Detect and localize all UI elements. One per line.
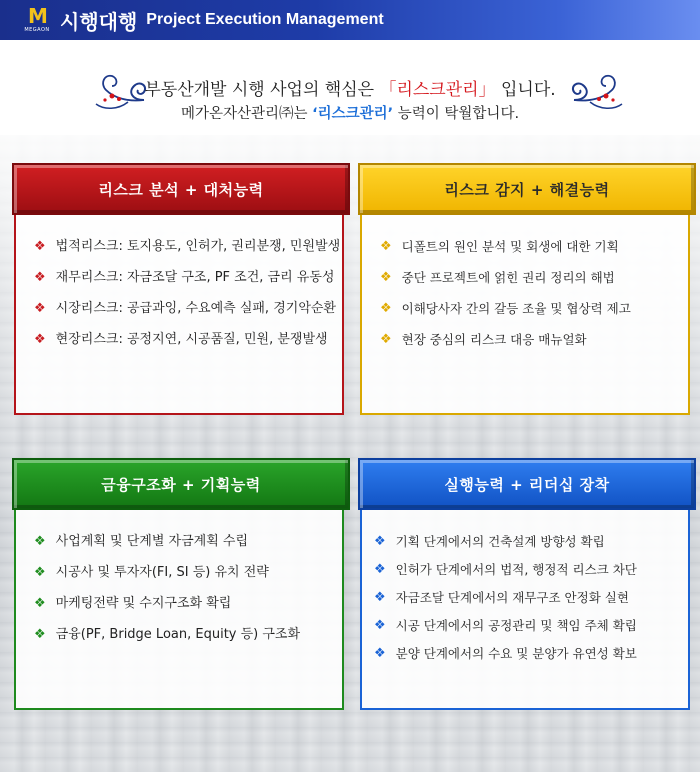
list-item-text: 시장리스크: 공급과잉, 수요예측 실패, 경기악순환 [55, 301, 336, 316]
list-item-text: 이해당사자 간의 갈등 조율 및 협상력 제고 [401, 301, 631, 316]
panel-list [34, 237, 340, 361]
intro-subline-highlight: ‘리스크관리’ [312, 106, 394, 122]
list-item [374, 616, 637, 644]
panel-risk-detection [360, 165, 690, 415]
list-item-text: 현장리스크: 공정지연, 시공품질, 민원, 분쟁발생 [55, 332, 328, 347]
intro-headline-suffix: 입니다. [495, 80, 556, 100]
panel-title: 리스크 분석 + 대처능력 [12, 163, 350, 215]
diamond-bullet-icon: ❖ [34, 565, 46, 580]
logo-subtext: MEGAON [24, 27, 50, 33]
list-item [380, 268, 631, 299]
diamond-bullet-icon: ❖ [374, 618, 386, 633]
list-item [34, 594, 300, 625]
diamond-bullet-icon: ❖ [34, 534, 46, 549]
diamond-bullet-icon: ❖ [34, 301, 46, 316]
list-item-text: 법적리스크: 토지용도, 인허가, 권리분쟁, 민원발생 [55, 239, 341, 254]
list-item-text: 중단 프로젝트에 얽힌 권리 정리의 해법 [401, 270, 615, 285]
panel-list [34, 532, 300, 656]
intro-section [0, 62, 700, 132]
diamond-bullet-icon: ❖ [34, 596, 46, 611]
list-item-text: 마케팅전략 및 수지구조화 확립 [55, 596, 232, 611]
list-item-text: 금융(PF, Bridge Loan, Equity 등) 구조화 [55, 627, 301, 642]
list-item [34, 563, 300, 594]
diamond-bullet-icon: ❖ [34, 270, 46, 285]
diamond-bullet-icon: ❖ [380, 270, 392, 285]
diamond-bullet-icon: ❖ [374, 534, 386, 549]
panel-list [374, 532, 637, 672]
list-item [34, 237, 340, 268]
intro-headline-highlight: 「리스크관리」 [379, 80, 496, 100]
page-subtitle: Project Execution Management [146, 11, 384, 28]
panel-execution-leadership [360, 460, 690, 710]
diamond-bullet-icon: ❖ [374, 646, 386, 661]
panel-title: 금융구조화 + 기획능력 [12, 458, 350, 510]
list-item-text: 디폴트의 원인 분석 및 회생에 대한 기획 [401, 239, 619, 254]
list-item [380, 299, 631, 330]
list-item [34, 330, 340, 361]
list-item-text: 자금조달 단계에서의 재무구조 안정화 실현 [395, 590, 629, 605]
list-item [374, 588, 637, 616]
intro-subline-prefix: 메가온자산관리㈜는 [180, 106, 313, 122]
list-item-text: 사업계획 및 단계별 자금계획 수립 [55, 534, 248, 549]
list-item-text: 시공 단계에서의 공정관리 및 책임 주체 확립 [395, 618, 637, 633]
diamond-bullet-icon: ❖ [380, 239, 392, 254]
panel-title: 리스크 감지 + 해결능력 [358, 163, 696, 215]
page-title: 시행대행 [60, 9, 138, 34]
diamond-bullet-icon: ❖ [374, 562, 386, 577]
list-item [34, 299, 340, 330]
diamond-bullet-icon: ❖ [380, 301, 392, 316]
list-item [380, 237, 631, 268]
logo-mark: M [28, 4, 46, 28]
megaon-logo [26, 5, 48, 35]
list-item [34, 625, 300, 656]
list-item-text: 시공사 및 투자자(FI, SI 등) 유치 전략 [55, 565, 269, 580]
list-item-text: 분양 단계에서의 수요 및 분양가 유연성 확보 [395, 646, 637, 661]
list-item-text: 재무리스크: 자금조달 구조, PF 조건, 금리 유동성 [55, 270, 335, 285]
header-bar [0, 0, 700, 40]
list-item [34, 532, 300, 563]
panel-financial-structuring [14, 460, 344, 710]
ornament-swirl-icon [566, 66, 630, 116]
list-item-text: 인허가 단계에서의 법적, 행정적 리스크 차단 [395, 562, 637, 577]
list-item [374, 560, 637, 588]
list-item [34, 268, 340, 299]
list-item-text: 현장 중심의 리스크 대응 매뉴얼화 [401, 332, 587, 347]
diamond-bullet-icon: ❖ [34, 627, 46, 642]
intro-headline-prefix: 부동산개발 시행 사업의 핵심은 [144, 80, 380, 100]
list-item [374, 644, 637, 672]
list-item [374, 532, 637, 560]
list-item-text: 기획 단계에서의 건축설계 방향성 확립 [395, 534, 605, 549]
diamond-bullet-icon: ❖ [374, 590, 386, 605]
panel-title: 실행능력 + 리더십 장착 [358, 458, 696, 510]
diamond-bullet-icon: ❖ [34, 332, 46, 347]
panel-list [380, 237, 631, 361]
diamond-bullet-icon: ❖ [34, 239, 46, 254]
diamond-bullet-icon: ❖ [380, 332, 392, 347]
intro-subline-suffix: 능력이 탁월합니다. [393, 106, 520, 122]
list-item [380, 330, 631, 361]
panel-risk-analysis [14, 165, 344, 415]
